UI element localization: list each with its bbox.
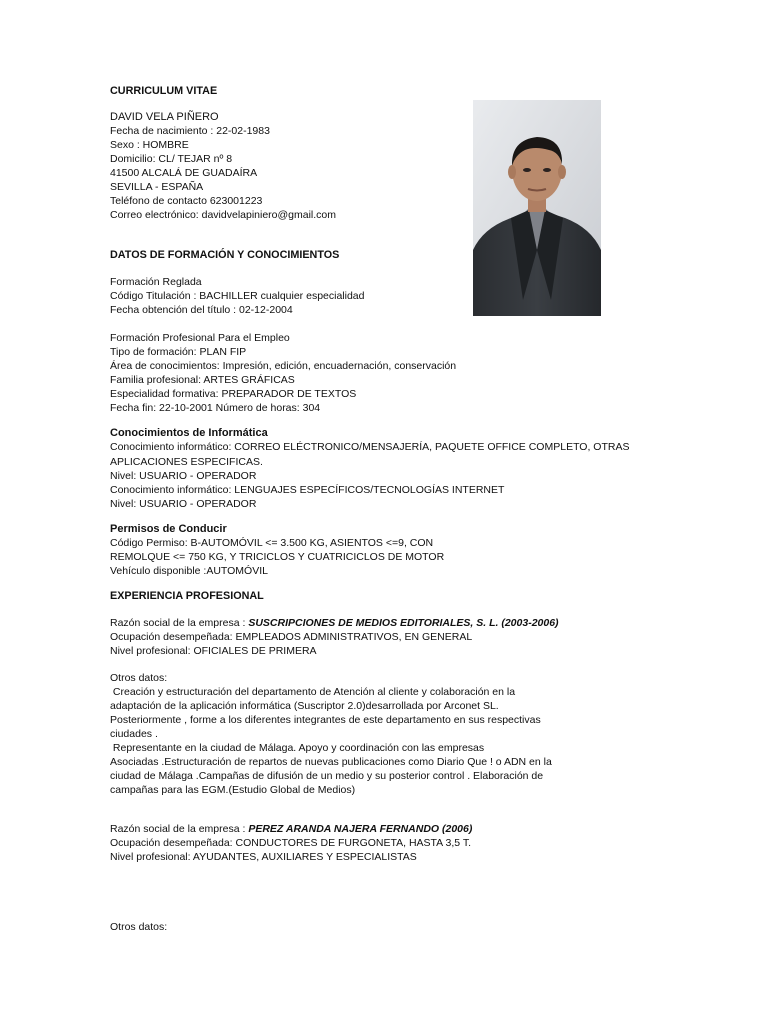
section-formacion-heading: DATOS DE FORMACIÓN Y CONOCIMIENTOS <box>110 249 340 261</box>
especialidad-formativa: Especialidad formativa: PREPARADOR DE TEXTOS <box>110 388 357 400</box>
section-informatica-heading: Conocimientos de Informática <box>110 427 268 439</box>
conducir-l3: Vehículo disponible :AUTOMÓVIL <box>110 565 268 577</box>
job2-nivel: Nivel profesional: AYUDANTES, AUXILIARES Y ESPECIALISTAS <box>110 851 417 863</box>
job1-otros: Otros datos: <box>110 672 168 684</box>
full-name: DAVID VELA PIÑERO <box>110 111 219 123</box>
familia-profesional: Familia profesional: ARTES GRÁFICAS <box>110 374 295 386</box>
birth-date: Fecha de nacimiento : 22-02-1983 <box>110 125 270 137</box>
area-conocimientos: Área de conocimientos: Impresión, edición, encuadernación, conservación <box>110 360 457 372</box>
job2-razon <box>110 822 472 836</box>
job1-company: SUSCRIPCIONES DE MEDIOS EDITORIALES, S. L. (2003-2006) <box>248 617 559 629</box>
job1-d2: adaptación de la aplicación informática (Suscriptor 2.0)desarrollada por Arconet SL. <box>110 700 499 712</box>
job2-company: PEREZ ARANDA NAJERA FERNANDO (2006) <box>248 823 473 835</box>
fecha-fin: Fecha fin: 22-10-2001 Número de horas: 304 <box>110 402 321 414</box>
tipo-formacion: Tipo de formación: PLAN FIP <box>110 346 247 358</box>
informatica-n1: Nivel: USUARIO - OPERADOR <box>110 470 257 482</box>
phone: Teléfono de contacto 623001223 <box>110 195 263 207</box>
job1-d1: Creación y estructuración del departamento de Atención al cliente y colaboración en la <box>110 686 516 698</box>
job2-ocupacion: Ocupación desempeñada: CONDUCTORES DE FURGONETA, HASTA 3,5 T. <box>110 837 472 849</box>
region: SEVILLA - ESPAÑA <box>110 181 204 193</box>
cv-title: CURRICULUM VITAE <box>110 85 218 97</box>
portrait-image <box>473 100 601 316</box>
conducir-l2: REMOLQUE <= 750 KG, Y TRICICLOS Y CUATRICICLOS DE MOTOR <box>110 551 445 563</box>
job1-nivel: Nivel profesional: OFICIALES DE PRIMERA <box>110 645 317 657</box>
city: 41500 ALCALÁ DE GUADAÍRA <box>110 167 258 179</box>
sex: Sexo : HOMBRE <box>110 139 189 151</box>
job1-d7: ciudad de Málaga .Campañas de difusión de un medio y su posterior control . Elaboración de <box>110 770 544 782</box>
job1-ocupacion: Ocupación desempeñada: EMPLEADOS ADMINISTRATIVOS, EN GENERAL <box>110 631 473 643</box>
job2-razon-prefix: Razón social de la empresa : <box>110 823 249 835</box>
job1-d6: Asociadas .Estructuración de repartos de nuevas publicaciones como Diario Que ! o ADN en la <box>110 756 552 768</box>
job1-d4: ciudades . <box>110 728 158 740</box>
section-experiencia-heading: EXPERIENCIA PROFESIONAL <box>110 590 264 602</box>
job2-otros: Otros datos: <box>110 921 168 933</box>
informatica-c1a: Conocimiento informático: CORREO ELÉCTRONICO/MENSAJERÍA, PAQUETE OFFICE COMPLETO, OTRAS <box>110 441 630 453</box>
informatica-c2: Conocimiento informático: LENGUAJES ESPECÍFICOS/TECNOLOGÍAS INTERNET <box>110 484 505 496</box>
profile-photo <box>473 100 601 316</box>
job1-d3: Posteriormente , forme a los diferentes integrantes de este departamento en sus respectivas <box>110 714 541 726</box>
job1-d5: Representante en la ciudad de Málaga. Apoyo y coordinación con las empresas <box>110 742 485 754</box>
job1-razon <box>110 616 559 630</box>
email: Correo electrónico: davidvelapiniero@gmail.com <box>110 209 337 221</box>
address: Domicilio: CL/ TEJAR nº 8 <box>110 153 233 165</box>
job1-razon-prefix: Razón social de la empresa : <box>110 617 249 629</box>
informatica-c1b: APLICACIONES ESPECIFICAS. <box>110 456 263 468</box>
conducir-l1: Código Permiso: B-AUTOMÓVIL <= 3.500 KG, ASIENTOS <=9, CON <box>110 537 434 549</box>
formacion-reglada: Formación Reglada <box>110 276 202 288</box>
fp-title: Formación Profesional Para el Empleo <box>110 332 290 344</box>
informatica-n2: Nivel: USUARIO - OPERADOR <box>110 498 257 510</box>
fecha-titulo: Fecha obtención del título : 02-12-2004 <box>110 304 293 316</box>
job1-d8: campañas para las EGM.(Estudio Global de Medios) <box>110 784 356 796</box>
codigo-titulacion: Código Titulación : BACHILLER cualquier especialidad <box>110 290 365 302</box>
section-conducir-heading: Permisos de Conducir <box>110 523 227 535</box>
